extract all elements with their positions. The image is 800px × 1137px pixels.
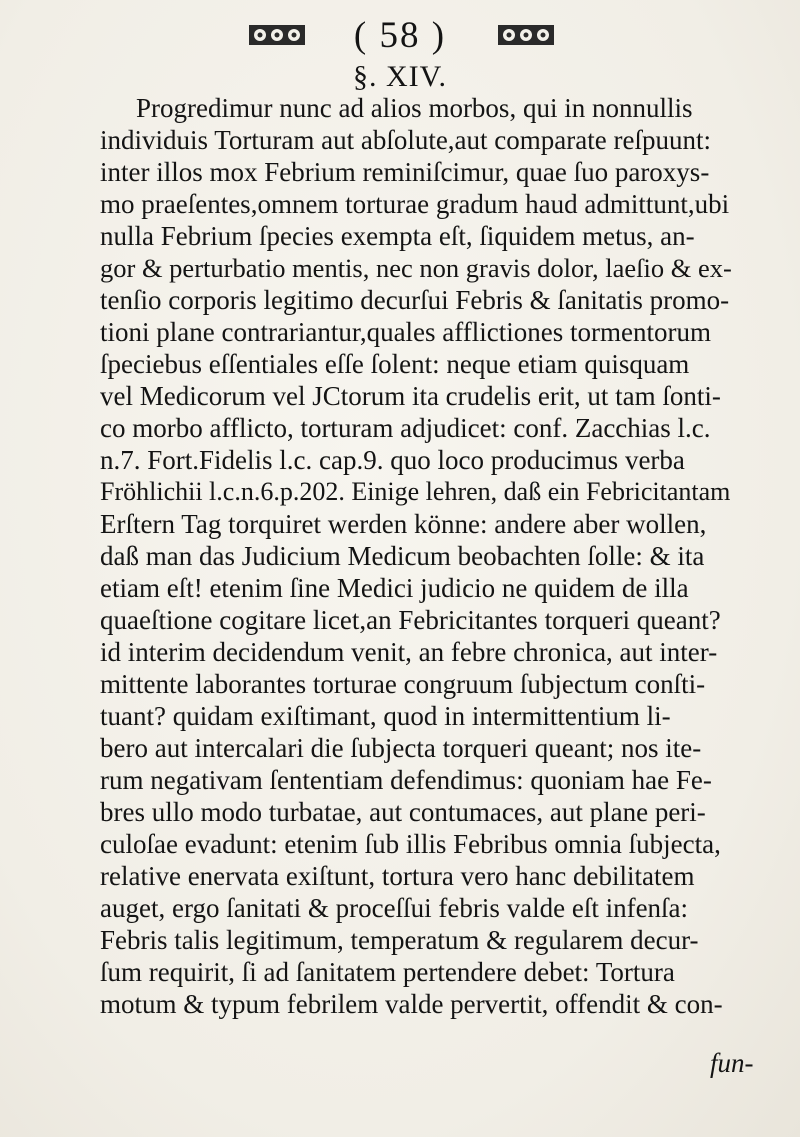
section-title: §. XIV. xyxy=(353,60,447,93)
text-line: rum negativam ſententiam defendimus: quoniam hae Fe- xyxy=(100,765,712,795)
text-line: individuis Torturam aut abſolute,aut comparate reſpuunt: xyxy=(100,125,711,155)
fleuron-ornament-right xyxy=(497,22,555,48)
text-line: Fröhlichii l.c.n.6.p.202. Einige lehren, daß ein Febricitantam xyxy=(100,477,731,506)
text-line: etiam eſt! etenim ſine Medici judicio ne quidem de illa xyxy=(100,573,689,603)
text-line: bero aut intercalari die ſubjecta torqueri queant; nos ite- xyxy=(100,733,702,763)
text-line: tuant? quidam exiſtimant, quod in intermittentium li- xyxy=(100,701,671,731)
text-line: ſum requirit, ſi ad ſanitatem pertendere debet: Tortura xyxy=(100,957,675,987)
catchword: fun- xyxy=(710,1048,754,1078)
text-line: culoſae evadunt: etenim ſub illis Febribus omnia ſubjecta, xyxy=(100,829,721,859)
fleuron-ornament-left xyxy=(248,22,306,48)
text-line: auget, ergo ſanitati & proceſſui febris valde eſt infenſa: xyxy=(100,893,689,923)
text-line: inter illos mox Febrium reminiſcimur, quae ſuo paroxys- xyxy=(100,157,710,187)
text-line: tenſio corporis legitimo decurſui Febris & ſanitatis promo- xyxy=(100,285,730,315)
text-line: Febris talis legitimum, temperatum & regularem decur- xyxy=(100,925,699,955)
text-line: n.7. Fort.Fidelis l.c. cap.9. quo loco producimus verba xyxy=(100,445,685,475)
text-line: ſpeciebus eſſentiales eſſe ſolent: neque etiam quisquam xyxy=(100,349,690,379)
text-line: Progredimur nunc ad alios morbos, qui in nonnullis xyxy=(136,93,693,123)
page-header xyxy=(0,14,800,64)
text-line: tioni plane contrariantur,quales afflictiones tormentorum xyxy=(100,317,711,347)
text-line: gor & perturbatio mentis, nec non gravis dolor, laeſio & ex- xyxy=(100,253,732,283)
text-line: nulla Febrium ſpecies exempta eſt, ſiquidem metus, an- xyxy=(100,221,695,251)
text-line: mittente laborantes torturae congruum ſubjectum conſti- xyxy=(100,669,706,699)
page-number: ( 58 ) xyxy=(353,15,447,56)
text-line: vel Medicorum vel JCtorum ita crudelis erit, ut tam ſonti- xyxy=(100,381,721,411)
text-line: id interim decidendum venit, an febre chronica, aut inter- xyxy=(100,637,718,667)
text-line: relative enervata exiſtunt, tortura vero hanc debilitatem xyxy=(100,861,695,891)
text-line: Erſtern Tag torquiret werden könne: andere aber wollen, xyxy=(100,509,707,539)
text-line: bres ullo modo turbatae, aut contumaces, aut plane peri- xyxy=(100,797,706,827)
text-line: co morbo afflicto, torturam adjudicet: conf. Zacchias l.c. xyxy=(100,413,711,443)
text-line: motum & typum febrilem valde pervertit, offendit & con- xyxy=(100,989,723,1019)
text-line: quaeſtione cogitare licet,an Febricitantes torqueri queant? xyxy=(100,605,721,635)
text-line: daß man das Judicium Medicum beobachten ſolle: & ita xyxy=(100,541,705,571)
text-line: mo praeſentes,omnem torturae gradum haud admittunt,ubi xyxy=(100,189,730,219)
